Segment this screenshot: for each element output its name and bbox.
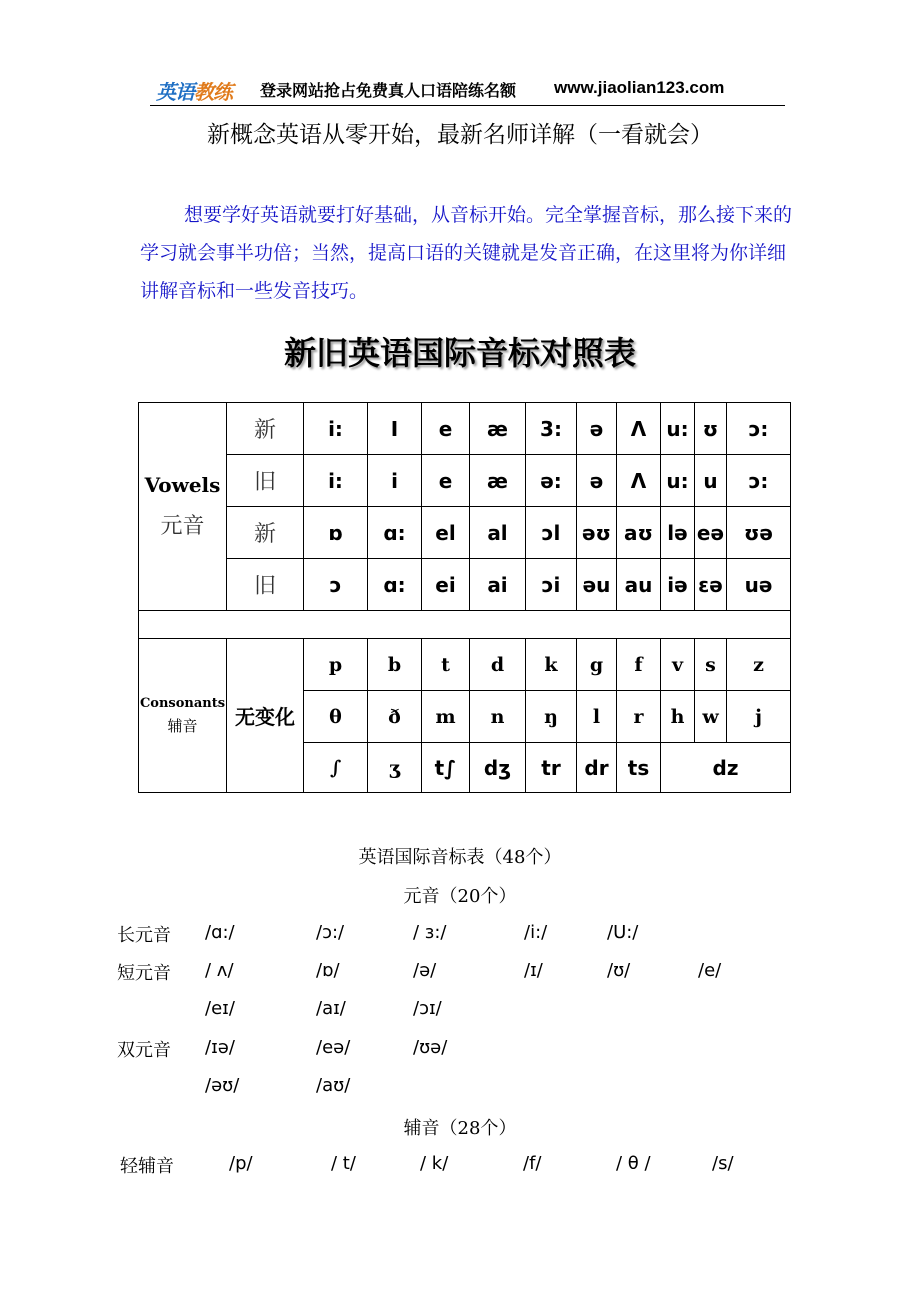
vowel-cell: aʊ (617, 507, 661, 559)
vowel-cell: ɒ (304, 507, 368, 559)
vowel-cell: iə (661, 559, 695, 611)
vowel-cell: ɑ: (368, 507, 422, 559)
ipa-symbol: /ʊ/ (607, 960, 631, 981)
consonant-cell: m (422, 691, 470, 743)
ipa-symbol: /f/ (523, 1153, 542, 1174)
vowels-label-en: Vowels (144, 473, 221, 497)
vowel-cell: e (422, 403, 470, 455)
consonant-cell: g (577, 639, 617, 691)
vowel-cell: i (368, 455, 422, 507)
row-label-old: 旧 (227, 559, 304, 611)
ipa-symbol: /eə/ (316, 1037, 351, 1058)
intro-paragraph: 想要学好英语就要打好基础，从音标开始。完全掌握音标，那么接下来的学习就会事半功倍；当然，提高口语的关键就是发音正确，在这里将为你详细讲解音标和一些发音技巧。 (140, 204, 793, 302)
consonant-cell: ʒ (368, 743, 422, 793)
header-slogan[interactable]: 登录网站抢占免费真人口语陪练名额 (260, 81, 517, 100)
ipa-symbol: /i:/ (524, 922, 548, 943)
vowel-cell: lə (661, 507, 695, 559)
header-url-link[interactable]: www.jiaolian123.com (554, 78, 725, 97)
ipa-symbol: / θ / (616, 1153, 651, 1174)
page-header (150, 70, 785, 106)
vowel-cell: ə: (526, 455, 577, 507)
ipa-symbol: /ɪ/ (524, 960, 543, 981)
vowel-cell: uə (727, 559, 791, 611)
vowel-heading: 元音（20个） (403, 886, 517, 907)
diphthongs-label: 双元音 (117, 1040, 171, 1061)
consonant-cell: dr (577, 743, 617, 793)
consonant-cell: t (422, 639, 470, 691)
row-label-old: 旧 (227, 455, 304, 507)
vowel-cell: eə (695, 507, 727, 559)
consonant-cell: w (695, 691, 727, 743)
table-spacer-row (139, 611, 791, 639)
vowel-cell: ʊ (695, 403, 727, 455)
consonant-cell: ð (368, 691, 422, 743)
vowel-cell: æ (470, 455, 526, 507)
consonant-cell: ∫ (304, 743, 368, 793)
consonants-label-cn: 辅音 (167, 716, 198, 735)
vowel-cell: i: (304, 455, 368, 507)
consonant-heading: 辅音（28个） (403, 1118, 517, 1139)
consonant-cell: f (617, 639, 661, 691)
vowel-cell: ɛə (695, 559, 727, 611)
ipa-symbol: / t/ (331, 1153, 356, 1174)
consonant-cell: h (661, 691, 695, 743)
comparison-table-title: 新旧英语国际音标对照表 (283, 334, 636, 372)
vowel-cell: 3: (526, 403, 577, 455)
consonant-cell: θ (304, 691, 368, 743)
brand-logo[interactable] (156, 76, 232, 105)
no-change-label: 无变化 (227, 639, 304, 793)
vowel-cell: ɔi (526, 559, 577, 611)
ipa-list-title: 英语国际音标表（48个） (358, 847, 562, 868)
consonant-cell: b (368, 639, 422, 691)
vowel-cell: əu (577, 559, 617, 611)
ipa-symbol: / ɜ:/ (413, 922, 447, 943)
vowel-cell: Λ (617, 403, 661, 455)
consonant-cell: d (470, 639, 526, 691)
vowel-cell: al (470, 507, 526, 559)
ipa-symbol: /ə/ (413, 960, 437, 981)
vowel-cell: e (422, 455, 470, 507)
vowel-cell: u (695, 455, 727, 507)
ipa-symbol: /ɑ:/ (205, 922, 235, 943)
ipa-symbol: / ʌ/ (205, 960, 234, 981)
vowel-cell: u: (661, 403, 695, 455)
consonant-cell: v (661, 639, 695, 691)
consonant-cell: z (727, 639, 791, 691)
vowel-cell: au (617, 559, 661, 611)
document-title: 新概念英语从零开始，最新名师详解（一看就会） (207, 122, 713, 148)
consonant-cell: j (727, 691, 791, 743)
vowel-cell: ɔ: (727, 455, 791, 507)
long-vowels-label: 长元音 (117, 925, 171, 946)
ipa-symbol: /U:/ (607, 922, 639, 943)
header-divider (150, 105, 785, 106)
vowel-cell: æ (470, 403, 526, 455)
vowel-cell: i: (304, 403, 368, 455)
vowel-cell: Λ (617, 455, 661, 507)
vowel-cell: I (368, 403, 422, 455)
consonant-cell: ŋ (526, 691, 577, 743)
consonant-cell: n (470, 691, 526, 743)
vowels-label-cell (139, 403, 227, 611)
ipa-symbol: /s/ (712, 1153, 734, 1174)
vowel-cell: ə (577, 455, 617, 507)
vowel-cell: ɑ: (368, 559, 422, 611)
consonant-cell: dz (661, 743, 791, 793)
consonant-cell: l (577, 691, 617, 743)
vowel-cell: ei (422, 559, 470, 611)
consonant-cell: tr (526, 743, 577, 793)
consonant-cell: dʒ (470, 743, 526, 793)
ipa-symbol: /ʊə/ (413, 1037, 448, 1058)
row-label-new: 新 (227, 507, 304, 559)
logo-accent-text: 教练 (194, 80, 232, 104)
vowel-cell: ə (577, 403, 617, 455)
consonant-cell: p (304, 639, 368, 691)
vowels-label-cn: 元音 (160, 514, 205, 539)
ipa-symbol: /e/ (698, 960, 722, 981)
ipa-symbol: /p/ (229, 1153, 253, 1174)
ipa-comparison-table (138, 402, 791, 793)
vowel-cell: u: (661, 455, 695, 507)
vowel-cell: əʊ (577, 507, 617, 559)
vowel-cell: ɔ: (727, 403, 791, 455)
vowel-cell: el (422, 507, 470, 559)
vowel-cell: ɔ (304, 559, 368, 611)
consonant-cell: k (526, 639, 577, 691)
vowel-cell: ai (470, 559, 526, 611)
short-vowels-label: 短元音 (117, 963, 171, 984)
ipa-symbol: /eɪ/ (205, 998, 235, 1019)
consonants-label-cell (139, 639, 227, 793)
ipa-symbol: /ɔɪ/ (413, 998, 442, 1019)
ipa-symbol: /ɪə/ (205, 1037, 235, 1058)
ipa-symbol: /ɔ:/ (316, 922, 345, 943)
consonant-cell: ts (617, 743, 661, 793)
ipa-symbol: /ɒ/ (316, 960, 340, 981)
ipa-symbol: /aɪ/ (316, 998, 346, 1019)
ipa-symbol: / k/ (420, 1153, 449, 1174)
consonant-cell: r (617, 691, 661, 743)
consonant-cell: t∫ (422, 743, 470, 793)
ipa-symbol: /aʊ/ (316, 1075, 351, 1096)
ipa-symbol: /əʊ/ (205, 1075, 240, 1096)
voiceless-consonants-label: 轻辅音 (120, 1156, 174, 1177)
vowel-cell: ɔl (526, 507, 577, 559)
vowel-cell: ʊə (727, 507, 791, 559)
row-label-new: 新 (227, 403, 304, 455)
logo-main-text: 英语 (156, 80, 194, 104)
consonant-cell: s (695, 639, 727, 691)
consonants-label-en: Consonants (139, 695, 226, 711)
